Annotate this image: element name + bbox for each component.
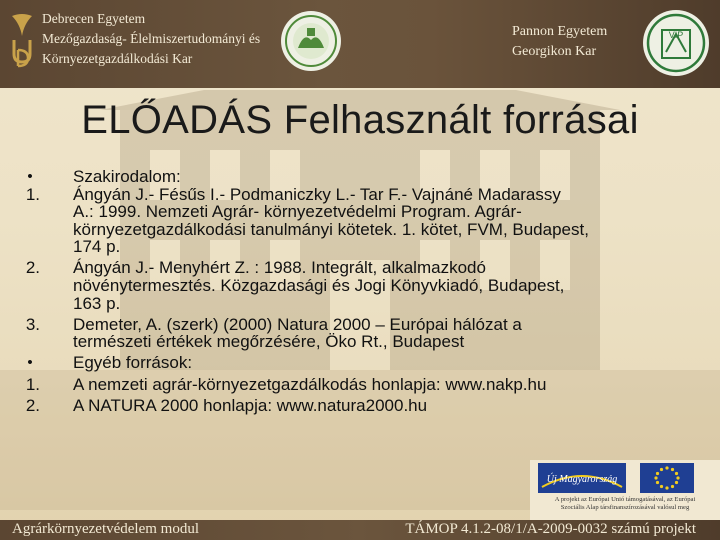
header-right-line-1: Pannon Egyetem bbox=[512, 24, 608, 39]
list-item-line: 163 p. bbox=[73, 293, 121, 313]
eu-support-caption bbox=[536, 496, 714, 512]
list-item bbox=[20, 354, 710, 372]
number-marker: 1. bbox=[25, 374, 40, 394]
header-left-line-1: Debrecen Egyetem bbox=[42, 11, 146, 26]
list-item bbox=[20, 259, 710, 312]
bullet-marker: • bbox=[27, 354, 33, 372]
list-item bbox=[20, 376, 710, 394]
bullet-marker: • bbox=[27, 168, 33, 185]
header-right-line-2: Georgikon Kar bbox=[512, 44, 597, 59]
list-item bbox=[20, 168, 710, 186]
list-item-line: növénytermesztés. Közgazdasági és Jogi Könyvkiadó, Budapest, bbox=[73, 276, 565, 296]
page-title: ELŐADÁS Felhasznált forrásai bbox=[81, 98, 639, 142]
list-item-line: Ángyán J.- Fésűs I.- Podmaniczky L.- Tar F.- Vajnáné Madarassy bbox=[73, 184, 561, 204]
svg-text:VIP: VIP bbox=[668, 30, 684, 40]
list-item-line: A.: 1999. Nemzeti Agrár- környezetvédelmi Program. Agrár- bbox=[73, 202, 522, 222]
list-item-text: Egyéb források: bbox=[73, 353, 193, 373]
eu-flag-icon bbox=[640, 463, 694, 493]
list-item-line: természeti értékek megőrzésére, Öko Rt., Budapest bbox=[73, 332, 465, 352]
number-marker: 2. bbox=[25, 395, 40, 415]
footer-module-name: Agrárkörnyezetvédelem modul bbox=[12, 521, 200, 537]
list-item bbox=[20, 316, 710, 351]
header-bar bbox=[0, 0, 720, 88]
eu-caption-line-2: Szociális Alap társfinanszírozásával valósul meg bbox=[560, 504, 690, 511]
list-item-text: A nemzeti agrár-környezetgazdálkodás honlapja: www.nakp.hu bbox=[73, 374, 547, 394]
footer-bar bbox=[0, 520, 720, 540]
list-item bbox=[20, 186, 710, 256]
number-marker: 3. bbox=[25, 314, 40, 334]
georgikon-seal-icon bbox=[642, 8, 710, 78]
eu-caption-line-1: A projekt az Európai Unió támogatásával, az Európai bbox=[554, 496, 696, 503]
footer-project-id: TÁMOP 4.1.2-08/1/A-2009-0032 számú projekt bbox=[405, 521, 696, 537]
list-item bbox=[20, 397, 710, 415]
list-item-line: Ángyán J.- Menyhért Z. : 1988. Integrált, alkalmazkodó bbox=[73, 258, 486, 278]
list-item-text: A NATURA 2000 honlapja: www.natura2000.hu bbox=[73, 395, 428, 415]
number-marker: 2. bbox=[25, 258, 40, 278]
list-item-line: környezetgazdálkodási tanulmányi kötetek. 1. kötet, FVM, Budapest, bbox=[73, 219, 589, 239]
number-marker: 1. bbox=[25, 184, 40, 204]
list-item-line: Demeter, A. (szerk) (2000) Natura 2000 – Európai hálózat a bbox=[73, 314, 522, 334]
header-left-line-2: Mezőgazdaság- Élelmiszertudományi és bbox=[42, 31, 261, 46]
list-item-text: Szakirodalom: bbox=[73, 167, 181, 186]
university-logo-icon bbox=[8, 10, 36, 70]
uj-magyarorszag-logo bbox=[538, 463, 626, 493]
svg-text:Új Magyarország: Új Magyarország bbox=[546, 474, 618, 485]
partner-university-name bbox=[512, 22, 607, 62]
list-item-line: 174 p. bbox=[73, 237, 121, 257]
sources-list bbox=[20, 168, 710, 414]
faculty-seal-icon bbox=[280, 10, 342, 72]
university-name bbox=[42, 9, 260, 69]
header-left-line-3: Környezetgazdálkodási Kar bbox=[42, 51, 193, 66]
